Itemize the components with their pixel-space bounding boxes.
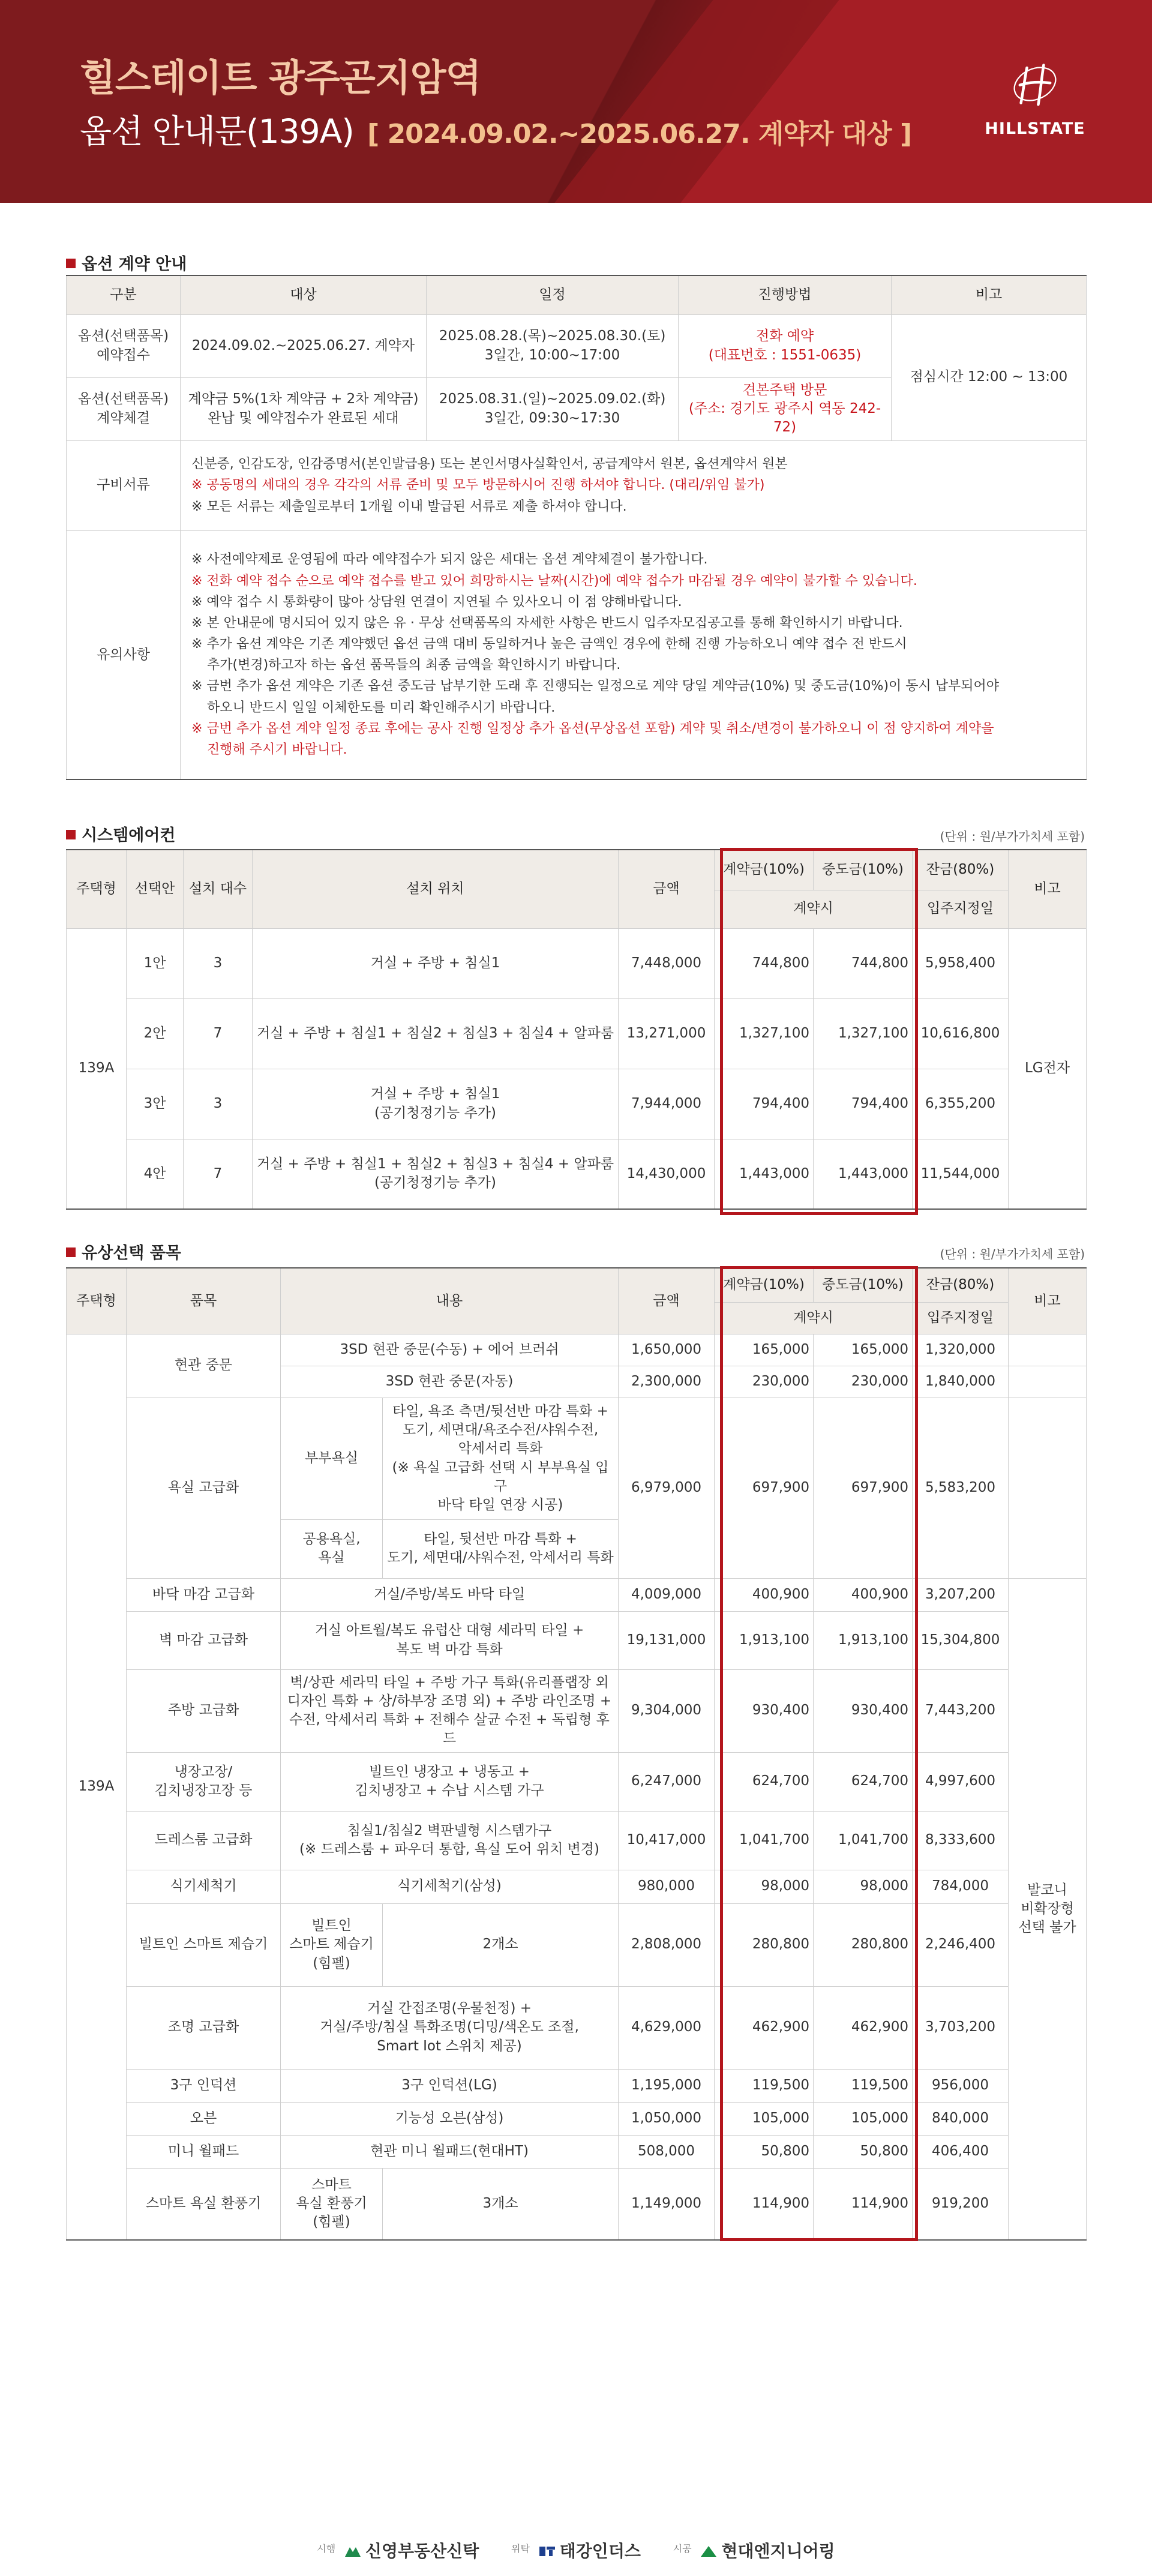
amount-cell: 1,050,000 <box>619 2102 715 2135</box>
content-cell: 침실1/침실2 벽판넬형 시스템가구 (※ 드레스룸 + 파우더 통합, 욕실 도어 위치 변경) <box>281 1811 619 1870</box>
header-cell: 설치 대수 <box>184 850 253 928</box>
target-cell: 2024.09.02.~2025.06.27. 계약자 <box>181 314 427 377</box>
header-cell: 주택형 <box>67 1268 127 1334</box>
docs-line: 신분증, 인감도장, 인감증명서(본인발급용) 또는 본인서명사실확인서, 공급계약서 원본, 옵션계약서 원본 <box>191 457 788 472</box>
deposit-cell: 280,800 <box>715 1903 814 1986</box>
middle-cell: 794,400 <box>814 1069 913 1139</box>
header-cell: 설치 위치 <box>253 850 619 928</box>
method-cell: 전화 예약 (대표번호 : 1551-0635) <box>679 314 892 377</box>
row-label: 옵션(선택품목) 계약체결 <box>67 377 181 440</box>
header-cell: 중도금(10%) <box>814 1268 913 1302</box>
taegang-logo-icon <box>538 2545 556 2558</box>
note-line: 추가(변경)하고자 하는 옵션 품목들의 최종 금액을 확인하시기 바랍니다. <box>207 658 621 673</box>
item-cell: 욕실 고급화 <box>127 1398 281 1578</box>
deposit-cell: 230,000 <box>715 1366 814 1398</box>
note-cell <box>1009 1366 1087 1398</box>
logo-text: HILLSTATE <box>985 119 1085 138</box>
method-cell: 견본주택 방문 (주소: 경기도 광주시 역동 242-72) <box>679 377 892 440</box>
docs-line: ※ 모든 서류는 제출일로부터 1개월 이내 발급된 서류로 제출 하셔야 합니다. <box>191 499 627 514</box>
middle-cell: 280,800 <box>814 1903 913 1986</box>
amount-cell: 19,131,000 <box>619 1611 715 1669</box>
amount-cell: 7,944,000 <box>619 1069 715 1139</box>
balance-cell: 3,703,200 <box>913 1986 1009 2069</box>
balance-cell: 5,958,400 <box>913 928 1009 998</box>
header-cell: 일정 <box>427 275 679 314</box>
header-cell: 잔금(80%) <box>913 1268 1009 1302</box>
header-cell: 비고 <box>1009 1268 1087 1334</box>
paid-options-table <box>66 1267 1087 2241</box>
middle-cell: 230,000 <box>814 1366 913 1398</box>
plan-cell: 1안 <box>127 928 184 998</box>
middle-cell: 1,443,000 <box>814 1139 913 1209</box>
middle-cell: 400,900 <box>814 1578 913 1611</box>
docs-content <box>181 440 1087 530</box>
amount-cell: 13,271,000 <box>619 998 715 1069</box>
unit-note: (단위 : 원/부가가치세 포함) <box>940 1247 1085 1261</box>
middle-cell: 114,900 <box>814 2168 913 2240</box>
option-contract-table <box>66 275 1087 780</box>
section-title-aircon: 시스템에어컨 <box>66 822 176 845</box>
location-cell: 거실 + 주방 + 침실1 + 침실2 + 침실3 + 침실4 + 알파룸 <box>253 998 619 1069</box>
brand-cell: LG전자 <box>1009 928 1087 1209</box>
balance-cell: 8,333,600 <box>913 1811 1009 1870</box>
target-cell: 계약금 5%(1차 계약금 + 2차 계약금) 완납 및 예약접수가 완료된 세대 <box>181 377 427 440</box>
balance-cell: 956,000 <box>913 2069 1009 2102</box>
hyundai-engineering-logo-icon <box>700 2545 718 2558</box>
schedule-cell: 2025.08.28.(목)~2025.08.30.(토) 3일간, 10:00~17:00 <box>427 314 679 377</box>
content-cell: 타일, 뒷선반 마감 특화 + 도기, 세면대/샤워수전, 악세서리 특화 <box>383 1519 619 1578</box>
item-cell: 벽 마감 고급화 <box>127 1611 281 1669</box>
balance-cell: 919,200 <box>913 2168 1009 2240</box>
deposit-cell: 624,700 <box>715 1752 814 1811</box>
content-cell: 현관 미니 월패드(현대HT) <box>281 2135 619 2168</box>
type-cell: 139A <box>67 928 127 1209</box>
count-cell: 3 <box>184 928 253 998</box>
balance-cell: 406,400 <box>913 2135 1009 2168</box>
deposit-cell: 794,400 <box>715 1069 814 1139</box>
balance-cell: 2,246,400 <box>913 1903 1009 1986</box>
deposit-cell: 50,800 <box>715 2135 814 2168</box>
header-cell: 선택안 <box>127 850 184 928</box>
bullet-square-icon <box>66 259 76 268</box>
middle-cell: 1,041,700 <box>814 1811 913 1870</box>
lunch-note: 점심시간 12:00 ~ 13:00 <box>892 314 1087 440</box>
location-cell: 거실 + 주방 + 침실1 (공기청정기능 추가) <box>253 1069 619 1139</box>
content-cell: 빌트인 냉장고 + 냉동고 + 김치냉장고 + 수납 시스템 가구 <box>281 1752 619 1811</box>
amount-cell: 2,808,000 <box>619 1903 715 1986</box>
content-cell: 3개소 <box>383 2168 619 2240</box>
middle-cell: 1,913,100 <box>814 1611 913 1669</box>
notes-label: 유의사항 <box>67 530 181 779</box>
plan-cell: 2안 <box>127 998 184 1069</box>
balance-cell: 4,997,600 <box>913 1752 1009 1811</box>
subtitle-main: 옵션 안내문(139A) <box>80 112 354 151</box>
section-title-option-contract: 옵션 계약 안내 <box>66 251 187 274</box>
amount-cell: 1,149,000 <box>619 2168 715 2240</box>
header-cell: 진행방법 <box>679 275 892 314</box>
docs-label: 구비서류 <box>67 440 181 530</box>
note-line: ※ 금번 추가 옵션 계약 일정 종료 후에는 공사 진행 일정상 추가 옵션(무상옵션 포함) 계약 및 취소/변경이 불가하오니 이 점 양지하여 계약을 <box>191 721 994 736</box>
amount-cell: 508,000 <box>619 2135 715 2168</box>
unit-note: (단위 : 원/부가가치세 포함) <box>940 829 1085 844</box>
content-cell: 2개소 <box>383 1903 619 1986</box>
deposit-cell: 98,000 <box>715 1870 814 1903</box>
note-cell <box>1009 1398 1087 1578</box>
amount-cell: 10,417,000 <box>619 1811 715 1870</box>
deposit-cell: 400,900 <box>715 1578 814 1611</box>
header-cell: 금액 <box>619 850 715 928</box>
bullet-square-icon <box>66 830 76 839</box>
balance-cell: 6,355,200 <box>913 1069 1009 1139</box>
subtitle-range: [ 2024.09.02.~2025.06.27. 계약자 대상 ] <box>367 119 912 149</box>
type-cell: 139A <box>67 1334 127 2240</box>
deposit-cell: 119,500 <box>715 2069 814 2102</box>
header-cell: 계약금(10%) <box>715 1268 814 1302</box>
deposit-cell: 105,000 <box>715 2102 814 2135</box>
item-cell: 드레스룸 고급화 <box>127 1811 281 1870</box>
row-label: 옵션(선택품목) 예약접수 <box>67 314 181 377</box>
content-cell: 벽/상판 세라믹 타일 + 주방 가구 특화(유리플랩장 외 디자인 특화 + 상/하부장 조명 외) + 주방 라인조명 + 수전, 악세서리 특화 + 전해수 살균 수전 + 독립형 후드 <box>281 1669 619 1752</box>
sub-item-cell: 공용욕실, 욕실 <box>281 1519 383 1578</box>
company-builder: $^{시공}$ 현대엔지니어링 <box>673 2541 835 2561</box>
middle-cell: 105,000 <box>814 2102 913 2135</box>
location-cell: 거실 + 주방 + 침실1 <box>253 928 619 998</box>
middle-cell: 697,900 <box>814 1398 913 1578</box>
balance-cell: 840,000 <box>913 2102 1009 2135</box>
deposit-cell: 462,900 <box>715 1986 814 2069</box>
content-cell: 3SD 현관 중문(수동) + 에어 브러쉬 <box>281 1334 619 1366</box>
header-cell: 구분 <box>67 275 181 314</box>
item-cell: 냉장고장/ 김치냉장고장 등 <box>127 1752 281 1811</box>
item-cell: 주방 고급화 <box>127 1669 281 1752</box>
header-cell: 주택형 <box>67 850 127 928</box>
header-cell: 비고 <box>892 275 1087 314</box>
sub-item-cell: 스마트 욕실 환풍기 (힘펠) <box>281 2168 383 2240</box>
count-cell: 7 <box>184 998 253 1069</box>
header-cell: 입주지정일 <box>913 890 1009 928</box>
count-cell: 3 <box>184 1069 253 1139</box>
deposit-cell: 1,041,700 <box>715 1811 814 1870</box>
note-line: ※ 전화 예약 접수 순으로 예약 접수를 받고 있어 희망하시는 날짜(시간)에 예약 접수가 마감될 경우 예약이 불가할 수 있습니다. <box>191 573 917 589</box>
middle-cell: 930,400 <box>814 1669 913 1752</box>
content-cell: 기능성 오븐(삼성) <box>281 2102 619 2135</box>
page-subtitle <box>80 105 911 152</box>
middle-cell: 165,000 <box>814 1334 913 1366</box>
page-title: 힐스테이트 광주곤지암역 <box>80 56 481 100</box>
header-banner <box>0 0 1152 203</box>
item-cell: 스마트 욕실 환풍기 <box>127 2168 281 2240</box>
item-cell: 빌트인 스마트 제습기 <box>127 1903 281 1986</box>
note-cell <box>1009 1334 1087 1366</box>
bullet-square-icon <box>66 1247 76 1257</box>
header-cell: 계약금(10%) <box>715 850 814 890</box>
amount-cell: 6,247,000 <box>619 1752 715 1811</box>
count-cell: 7 <box>184 1139 253 1209</box>
middle-cell: 98,000 <box>814 1870 913 1903</box>
deposit-cell: 930,400 <box>715 1669 814 1752</box>
balance-cell: 7,443,200 <box>913 1669 1009 1752</box>
header-cell: 계약시 <box>715 1302 913 1334</box>
amount-cell: 2,300,000 <box>619 1366 715 1398</box>
item-cell: 바닥 마감 고급화 <box>127 1578 281 1611</box>
item-cell: 조명 고급화 <box>127 1986 281 2069</box>
balance-cell: 15,304,800 <box>913 1611 1009 1669</box>
balance-cell: 3,207,200 <box>913 1578 1009 1611</box>
balance-cell: 784,000 <box>913 1870 1009 1903</box>
amount-cell: 14,430,000 <box>619 1139 715 1209</box>
plan-cell: 4안 <box>127 1139 184 1209</box>
middle-cell: 50,800 <box>814 2135 913 2168</box>
middle-cell: 462,900 <box>814 1986 913 2069</box>
company-developer: $^{시행}$ 신영부동산신탁 <box>317 2541 479 2561</box>
footer-companies <box>0 2538 1152 2562</box>
header-cell: 중도금(10%) <box>814 850 913 890</box>
deposit-cell: 114,900 <box>715 2168 814 2240</box>
content-cell: 거실 아트월/복도 유럽산 대형 세라믹 타일 + 복도 벽 마감 특화 <box>281 1611 619 1669</box>
note-line: 하오니 반드시 일일 이체한도를 미리 확인해주시기 바랍니다. <box>207 700 556 715</box>
aircon-table <box>66 849 1087 1210</box>
item-cell: 미니 월패드 <box>127 2135 281 2168</box>
amount-cell: 4,629,000 <box>619 1986 715 2069</box>
note-line: 진행해 주시기 바랍니다. <box>207 742 347 757</box>
header-cell: 금액 <box>619 1268 715 1334</box>
location-cell: 거실 + 주방 + 침실1 + 침실2 + 침실3 + 침실4 + 알파룸 (공기청정기능 추가) <box>253 1139 619 1209</box>
header-cell: 비고 <box>1009 850 1087 928</box>
note-line: ※ 예약 접수 시 통화량이 많아 상담원 연결이 지연될 수 있사오니 이 점 양해바랍니다. <box>191 594 682 610</box>
header-cell: 잔금(80%) <box>913 850 1009 890</box>
middle-cell: 1,327,100 <box>814 998 913 1069</box>
content-cell: 3SD 현관 중문(자동) <box>281 1366 619 1398</box>
content-cell: 3구 인덕션(LG) <box>281 2069 619 2102</box>
balance-cell: 5,583,200 <box>913 1398 1009 1578</box>
amount-cell: 1,650,000 <box>619 1334 715 1366</box>
header-cell: 입주지정일 <box>913 1302 1009 1334</box>
middle-cell: 624,700 <box>814 1752 913 1811</box>
middle-cell: 119,500 <box>814 2069 913 2102</box>
note-cell: 발코니 비확장형 선택 불가 <box>1009 1578 1087 2240</box>
hillstate-logo <box>984 57 1086 138</box>
shinyoung-logo-icon <box>344 2545 362 2558</box>
content-cell: 거실/주방/복도 바닥 타일 <box>281 1578 619 1611</box>
section-title-paid: 유상선택 품목 <box>66 1240 181 1263</box>
balance-cell: 10,616,800 <box>913 998 1009 1069</box>
amount-cell: 7,448,000 <box>619 928 715 998</box>
deposit-cell: 1,913,100 <box>715 1611 814 1669</box>
item-cell: 현관 중문 <box>127 1334 281 1398</box>
hillstate-logo-icon <box>1008 57 1062 111</box>
balance-cell: 1,320,000 <box>913 1334 1009 1366</box>
middle-cell: 744,800 <box>814 928 913 998</box>
header-cell: 품목 <box>127 1268 281 1334</box>
schedule-cell: 2025.08.31.(일)~2025.09.02.(화) 3일간, 09:30~17:30 <box>427 377 679 440</box>
note-line: ※ 본 안내문에 명시되어 있지 않은 유 · 무상 선택품목의 자세한 사항은 반드시 입주자모집공고를 통해 확인하시기 바랍니다. <box>191 615 903 631</box>
amount-cell: 9,304,000 <box>619 1669 715 1752</box>
balance-cell: 1,840,000 <box>913 1366 1009 1398</box>
content-cell: 식기세척기(삼성) <box>281 1870 619 1903</box>
deposit-cell: 165,000 <box>715 1334 814 1366</box>
notes-content <box>181 530 1087 779</box>
content-cell: 거실 간접조명(우물천정) + 거실/주방/침실 특화조명(디밍/색온도 조절, Smart Iot 스위치 제공) <box>281 1986 619 2069</box>
note-line: ※ 사전예약제로 운영됨에 따라 예약접수가 되지 않은 세대는 옵션 계약체결이 불가합니다. <box>191 552 708 568</box>
header-cell: 대상 <box>181 275 427 314</box>
amount-cell: 4,009,000 <box>619 1578 715 1611</box>
sub-item-cell: 부부욕실 <box>281 1398 383 1519</box>
deposit-cell: 697,900 <box>715 1398 814 1578</box>
deposit-cell: 744,800 <box>715 928 814 998</box>
sub-item-cell: 빌트인 스마트 제습기 (힘펠) <box>281 1903 383 1986</box>
balance-cell: 11,544,000 <box>913 1139 1009 1209</box>
content-cell: 타일, 욕조 측면/뒷선반 마감 특화 + 도기, 세면대/욕조수전/샤워수전, 악세서리 특화 (※ 욕실 고급화 선택 시 부부욕실 입구 바닥 타일 연장 시공) <box>383 1398 619 1519</box>
item-cell: 3구 인덕션 <box>127 2069 281 2102</box>
deposit-cell: 1,443,000 <box>715 1139 814 1209</box>
plan-cell: 3안 <box>127 1069 184 1139</box>
amount-cell: 6,979,000 <box>619 1398 715 1578</box>
company-trustee: $^{위탁}$ 태강인더스 <box>511 2541 641 2561</box>
amount-cell: 1,195,000 <box>619 2069 715 2102</box>
item-cell: 식기세척기 <box>127 1870 281 1903</box>
note-line: ※ 금번 추가 옵션 계약은 기존 옵션 중도금 납부기한 도래 후 진행되는 일정으로 계약 당일 계약금(10%) 및 중도금(10%)이 동시 납부되어야 <box>191 679 1000 694</box>
header-cell: 계약시 <box>715 890 913 928</box>
deposit-cell: 1,327,100 <box>715 998 814 1069</box>
note-line: ※ 추가 옵션 계약은 기존 계약했던 옵션 금액 대비 동일하거나 높은 금액인 경우에 한해 진행 가능하오니 예약 접수 전 반드시 <box>191 637 907 652</box>
amount-cell: 980,000 <box>619 1870 715 1903</box>
docs-line: ※ 공동명의 세대의 경우 각각의 서류 준비 및 모두 방문하시어 진행 하셔야 합니다. (대리/위임 불가) <box>191 478 765 493</box>
item-cell: 오븐 <box>127 2102 281 2135</box>
header-cell: 내용 <box>281 1268 619 1334</box>
